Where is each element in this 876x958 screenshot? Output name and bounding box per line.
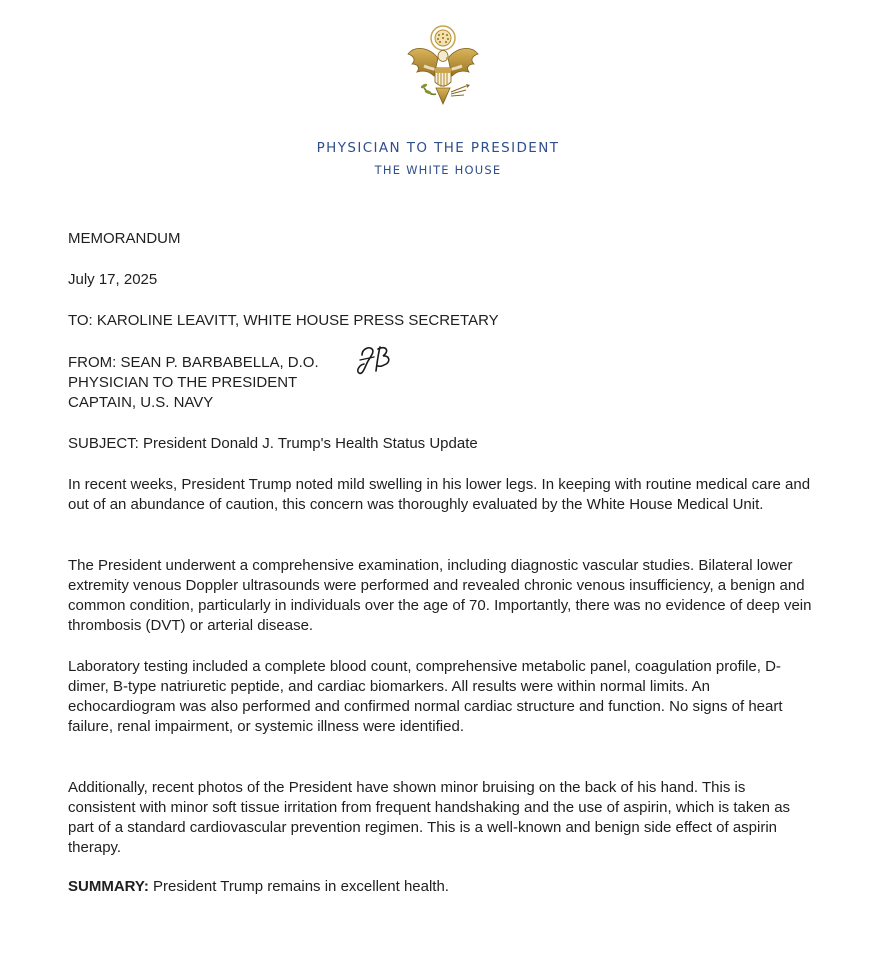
- memo-date: July 17, 2025: [68, 271, 158, 288]
- memo-to: TO: KAROLINE LEAVITT, WHITE HOUSE PRESS SECRETARY: [68, 312, 499, 329]
- paragraph-laboratory: Laboratory testing included a complete blood count, comprehensive metabolic panel, coagulation profile, D-dimer, B-type natriuretic peptide, and cardiac biomarkers. All results were within normal limits. An echocardiogram was also performed and confirmed normal cardiac structure and function. No signs of heart failure, renal impairment, or systemic illness were identified.: [68, 658, 783, 735]
- letterhead-title: PHYSICIAN TO THE PRESIDENT: [316, 140, 560, 156]
- memo-heading: MEMORANDUM: [68, 230, 181, 247]
- paragraph-examination: The President underwent a comprehensive examination, including diagnostic vascular studies. Bilateral lower extremity venous Doppler ultrasounds were performed and revealed chronic venous insufficiency, a benign and common condition, particularly in individuals over the age of 70. Importantly, there was no evidence of deep vein thrombosis (DVT) or arterial disease.: [68, 557, 812, 634]
- memo-from-title: PHYSICIAN TO THE PRESIDENT: [68, 374, 298, 391]
- paragraph-swelling: In recent weeks, President Trump noted mild swelling in his lower legs. In keeping with routine medical care and out of an abundance of caution, this concern was thoroughly evaluated by the White House Medical Unit.: [68, 476, 811, 513]
- memo-subject: SUBJECT: President Donald J. Trump's Health Status Update: [68, 435, 478, 452]
- summary-text: President Trump remains in excellent health.: [148, 878, 449, 895]
- summary-line: [68, 877, 449, 897]
- memo-from-rank: CAPTAIN, U.S. NAVY: [68, 394, 214, 411]
- handwritten-initials-signature: [356, 343, 396, 379]
- memo-from: FROM: SEAN P. BARBABELLA, D.O.: [68, 354, 319, 371]
- summary-label: SUMMARY:: [68, 878, 149, 895]
- paragraph-bruising: Additionally, recent photos of the President have shown minor bruising on the back of his hand. This is consistent with minor soft tissue irritation from frequent handshaking and the use of aspirin, which is taken as part of a standard cardiovascular prevention regimen. This is a well-known and benign side effect of aspirin therapy.: [68, 779, 791, 856]
- letterhead-subtitle: THE WHITE HOUSE: [374, 163, 502, 177]
- presidential-seal-icon: [402, 24, 484, 116]
